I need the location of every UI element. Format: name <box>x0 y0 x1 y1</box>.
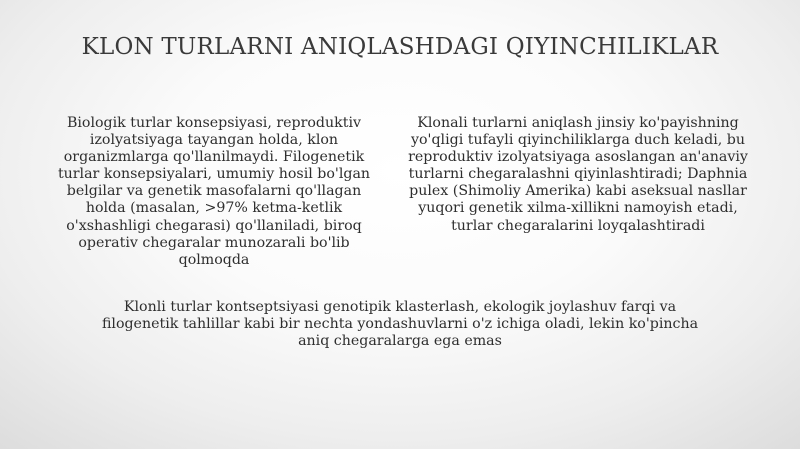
bottom-text-block: Klonli turlar kontseptsiyasi genotipik klasterlash, ekologik joylashuv farqi va filogenetik tahlillar kabi bir nechta yondashuvlarni o'z ichiga oladi, lekin ko'pincha aniq chegaralarga ega emas <box>101 299 699 350</box>
left-text-block: Biologik turlar konsepsiyasi, reproduktiv izolyatsiyaga tayangan holda, klon organizmlarga qo'llanilmaydi. Filogenetik turlar konsepsiyalari, umumiy hosil bo'lgan belgilar va genetik masofalarni qo'llagan holda (masalan, >97% ketma-ketlik o'xshashligi chegarasi) qo'llaniladi, biroq operativ chegaralar munozarali bo'lib qolmoqda <box>57 115 371 268</box>
right-text-block: Klonali turlarni aniqlash jinsiy ko'payishning yo'qligi tufayli qiyinchiliklarga duch keladi, bu reproduktiv izolyatsiyaga asoslangan an'anaviy turlarni chegaralashni qiyinlashtiradi; Daphnia pulex (Shimoliy Amerika) kabi aseksual nasllar yuqori genetik xilma-xillikni namoyish etadi, turlar chegaralarini loyqalashtiradi <box>408 115 748 234</box>
slide-title: KLON TURLARNI ANIQLASHDAGI QIYINCHILIKLAR <box>81 34 719 60</box>
